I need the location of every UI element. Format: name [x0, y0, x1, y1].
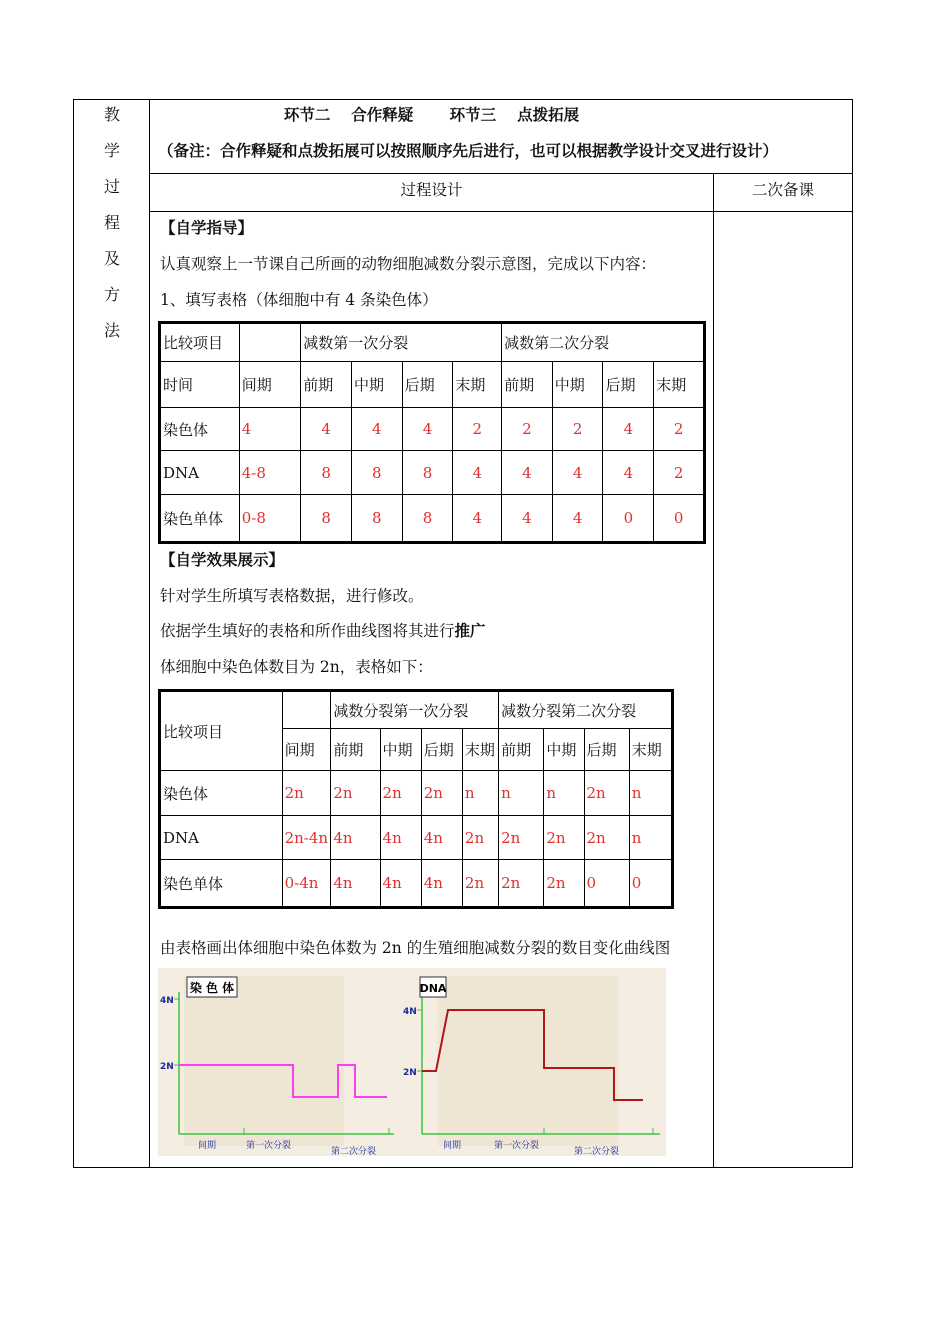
table1-cell: 4	[603, 408, 654, 451]
table2-caption: 体细胞中染色体数目为 2n，表格如下：	[160, 658, 433, 676]
graph-watermark	[438, 976, 618, 1146]
result-paragraph-1: 针对学生所填写表格数据，进行修改。	[160, 587, 424, 605]
table2-phase: 后期	[421, 729, 462, 771]
table2-cell: 0	[584, 860, 629, 908]
table2-cell: 2n	[544, 860, 584, 908]
method-label-char: 方	[103, 285, 120, 304]
table1-cell: 2	[654, 451, 705, 495]
x-label-first-division: 第一次分裂	[494, 1141, 540, 1151]
table2-cell: 2n	[499, 816, 544, 860]
table1-cell: 8	[351, 495, 402, 543]
y-label-4n: 4N	[403, 1007, 417, 1017]
table2-cell: 2n	[282, 771, 331, 816]
table2-cell: 2n	[331, 771, 380, 816]
table2-cell: 2n	[544, 816, 584, 860]
table2-phase: 前期	[499, 729, 544, 771]
table2-cell: n	[629, 816, 672, 860]
method-label-char: 过	[103, 177, 120, 196]
chromosome-curve-figure	[158, 968, 398, 1156]
table1-cell: 0-8	[239, 495, 301, 543]
table1-cell: 8	[402, 451, 453, 495]
table1-row-label: 染色单体	[160, 495, 240, 543]
self-study-result-heading: 【自学效果展示】	[160, 551, 285, 569]
table1-cell: 8	[301, 451, 352, 495]
table2-cell: 2n-4n	[282, 816, 331, 860]
outer-top-border	[73, 99, 853, 100]
section-title: 环节二 合作释疑 环节三 点拨拓展	[283, 106, 580, 124]
table2-phase: 中期	[380, 729, 421, 771]
table2-cell: 4n	[421, 816, 462, 860]
table2-phase: 间期	[282, 729, 331, 771]
table2-cell: n	[629, 771, 672, 816]
table2-cell: 4n	[380, 816, 421, 860]
method-label-column	[74, 100, 150, 352]
outer-right-border	[852, 99, 853, 1168]
table2-phase: 中期	[544, 729, 584, 771]
table2-item-header: 比较项目	[160, 691, 283, 771]
table1-phase: 前期	[301, 362, 352, 408]
dna-curve-svg	[398, 968, 666, 1156]
table2-cell: n	[499, 771, 544, 816]
table1-phase: 末期	[453, 362, 502, 408]
second-prep-header: 二次备课	[751, 181, 814, 199]
table2-phase: 末期	[629, 729, 672, 771]
x-label-interphase: 间期	[198, 1141, 217, 1151]
table2-cell: 2n	[462, 816, 498, 860]
table1-phase: 末期	[654, 362, 705, 408]
section-note: （备注：合作释疑和点拨拓展可以按照顺序先后进行，也可以根据教学设计交叉进行设计）	[158, 142, 779, 160]
table2-cell: 4n	[421, 860, 462, 908]
table1-item-header: 比较项目	[160, 323, 240, 362]
table2-row-label: 染色单体	[160, 860, 283, 908]
table1-empty-header	[239, 323, 301, 362]
table2-first-division-header: 减数分裂第一次分裂	[331, 691, 499, 729]
table-chromosome-4	[158, 321, 706, 544]
table1-cell: 4	[402, 408, 453, 451]
table1-cell: 4	[552, 451, 603, 495]
table1-phase: 中期	[552, 362, 603, 408]
table1-cell: 8	[402, 495, 453, 543]
table2-cell: 2n	[421, 771, 462, 816]
graph-title: DNA	[419, 982, 447, 995]
outer-bottom-border	[73, 1167, 853, 1168]
table2-cell: n	[544, 771, 584, 816]
graph-title: 染 色 体	[189, 981, 235, 995]
table2-cell: 2n	[584, 771, 629, 816]
result-paragraph-2-emphasis: 推广	[454, 622, 486, 640]
x-label-interphase: 间期	[443, 1141, 462, 1151]
table1-cell: 4	[453, 495, 502, 543]
table1-cell: 4	[552, 495, 603, 543]
table1-cell: 4	[239, 408, 301, 451]
table2-cell: n	[462, 771, 498, 816]
result-paragraph-2	[160, 619, 486, 641]
table1-first-division-header: 减数第一次分裂	[301, 323, 502, 362]
method-label-char: 教	[103, 105, 120, 124]
table1-cell: 2	[453, 408, 502, 451]
self-study-instruction: 认真观察上一节课自己所画的动物细胞减数分裂示意图，完成以下内容：	[160, 255, 657, 273]
x-label-second-division: 第二次分裂	[331, 1147, 377, 1156]
table1-phase: 前期	[502, 362, 553, 408]
table1-cell: 2	[502, 408, 553, 451]
table1-cell: 0	[603, 495, 654, 543]
table2-cell: 4n	[331, 860, 380, 908]
graph-watermark	[184, 976, 344, 1146]
table2-row-label: DNA	[160, 816, 283, 860]
subheader-divider	[149, 211, 853, 212]
table-chromosome-2n	[158, 689, 674, 909]
y-label-2n: 2N	[160, 1062, 174, 1072]
table1-cell: 0	[654, 495, 705, 543]
table1-cell: 2	[552, 408, 603, 451]
table2-second-division-header: 减数分裂第二次分裂	[499, 691, 673, 729]
table1-cell: 4	[502, 451, 553, 495]
table1-row-label: 染色体	[160, 408, 240, 451]
table1-cell: 4	[603, 451, 654, 495]
table1-cell: 8	[351, 451, 402, 495]
method-label-char: 及	[103, 249, 120, 268]
table1-cell: 4	[502, 495, 553, 543]
table1-cell: 4	[453, 451, 502, 495]
table1-caption: 1、填写表格（体细胞中有 4 条染色体）	[160, 291, 438, 309]
method-label-char: 程	[103, 213, 120, 232]
y-label-4n: 4N	[160, 996, 174, 1006]
table2-cell: 2n	[499, 860, 544, 908]
second-column-divider	[713, 173, 714, 1168]
header-divider	[149, 173, 853, 174]
dna-curve-figure	[398, 968, 666, 1156]
table1-time-label: 时间	[160, 362, 240, 408]
table1-cell: 2	[654, 408, 705, 451]
table1-second-division-header: 减数第二次分裂	[502, 323, 705, 362]
table2-cell: 0	[629, 860, 672, 908]
table2-cell: 4n	[331, 816, 380, 860]
table1-phase: 后期	[402, 362, 453, 408]
process-design-header: 过程设计	[400, 181, 463, 199]
method-label-char: 学	[103, 141, 120, 160]
table2-row-label: 染色体	[160, 771, 283, 816]
table1-cell: 4	[301, 408, 352, 451]
table1-phase: 中期	[351, 362, 402, 408]
table2-cell: 2n	[380, 771, 421, 816]
table2-cell: 0-4n	[282, 860, 331, 908]
result-paragraph-2-text: 依据学生填好的表格和所作曲线图将其进行	[160, 622, 455, 640]
x-label-first-division: 第一次分裂	[246, 1141, 292, 1151]
table2-phase: 前期	[331, 729, 380, 771]
table2-cell: 2n	[462, 860, 498, 908]
table1-cell: 4-8	[239, 451, 301, 495]
curve-caption: 由表格画出体细胞中染色体数为 2n 的生殖细胞减数分裂的数目变化曲线图	[160, 939, 671, 957]
table2-phase: 后期	[584, 729, 629, 771]
chromosome-curve-svg	[158, 968, 398, 1156]
table1-cell: 4	[351, 408, 402, 451]
table1-phase: 后期	[603, 362, 654, 408]
table2-cell: 4n	[380, 860, 421, 908]
table1-row-label: DNA	[160, 451, 240, 495]
x-label-second-division: 第二次分裂	[574, 1147, 620, 1156]
self-study-heading: 【自学指导】	[160, 219, 254, 237]
y-label-2n: 2N	[403, 1068, 417, 1078]
table1-cell: 8	[301, 495, 352, 543]
table2-empty-header	[282, 691, 331, 729]
table1-phase: 间期	[239, 362, 301, 408]
table2-cell: 2n	[584, 816, 629, 860]
table2-phase: 末期	[462, 729, 498, 771]
method-label-char: 法	[103, 321, 120, 340]
